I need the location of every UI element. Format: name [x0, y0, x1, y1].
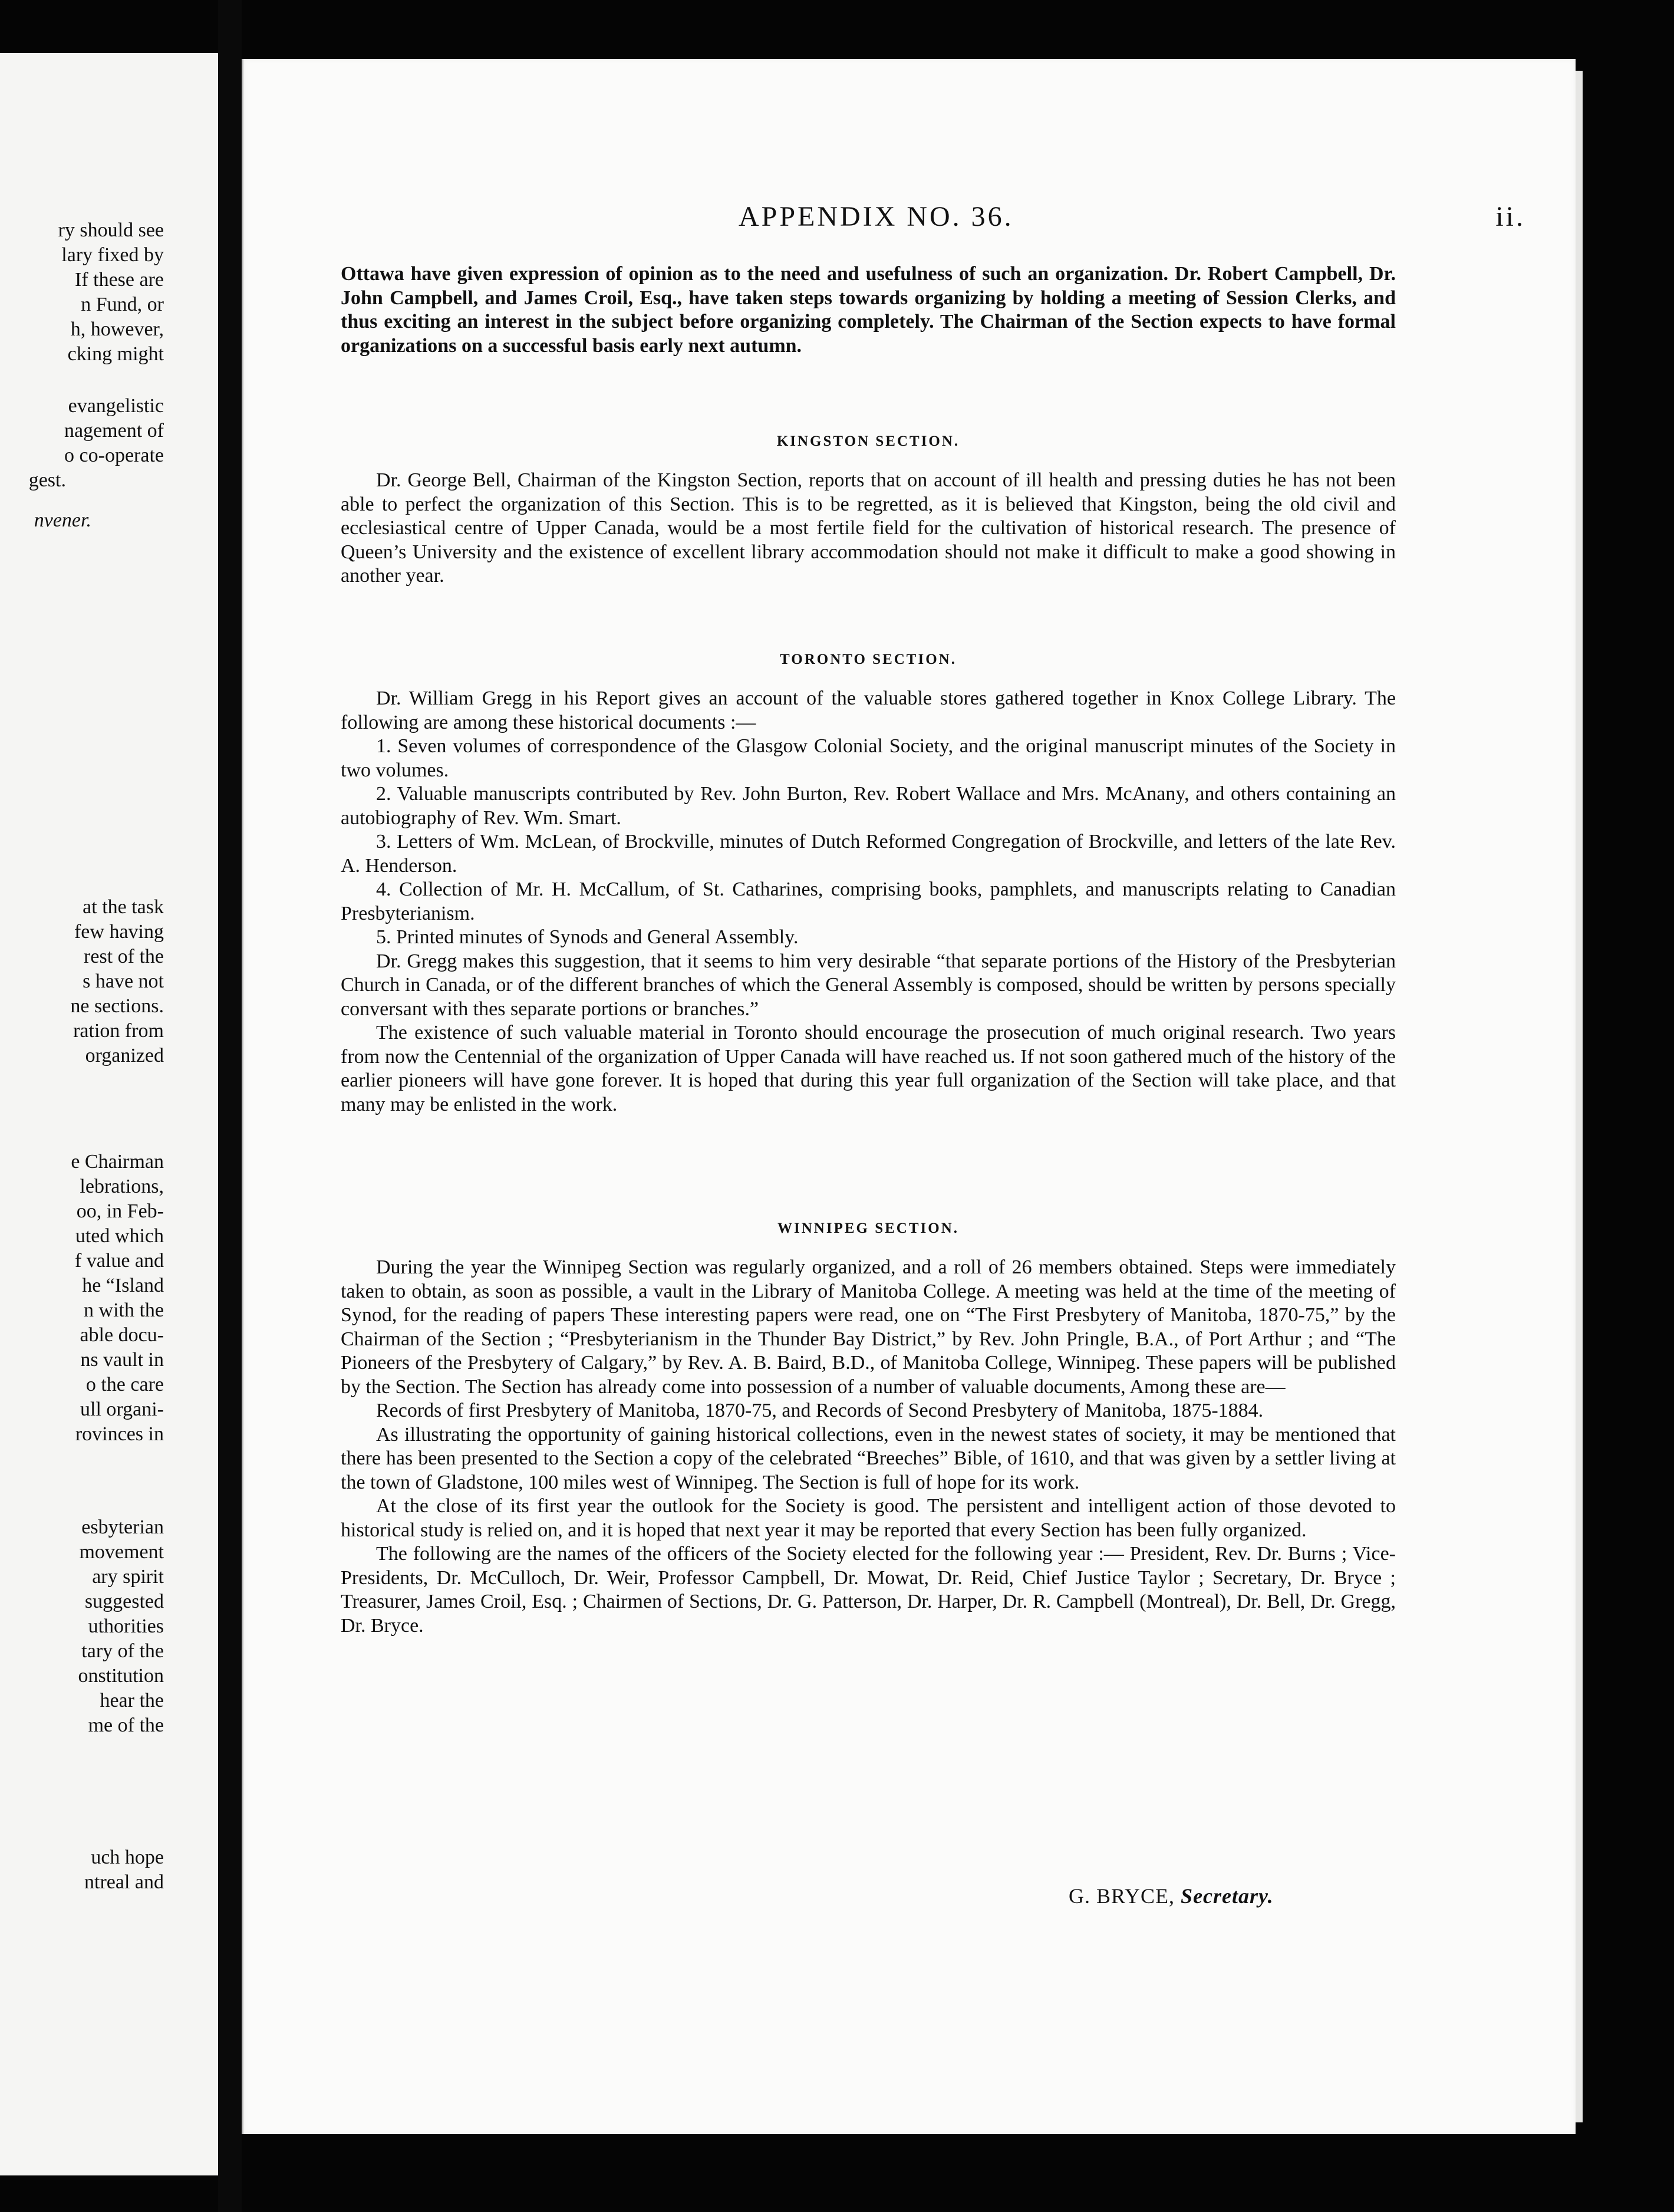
left-text-line: ns vault in	[80, 1349, 164, 1371]
right-page	[242, 59, 1576, 2134]
left-text-line: oo, in Feb-	[76, 1200, 164, 1222]
left-text-line: uthorities	[88, 1615, 164, 1637]
toronto-list-item: 2. Valuable manuscripts contributed by Rev. John Burton, Rev. Robert Wallace and Mrs. McAnany, and others containing an autobiography of Rev. Wm. Smart.	[341, 783, 1396, 829]
left-text-line: few having	[74, 921, 164, 943]
left-text-line: n Fund, or	[81, 294, 164, 315]
left-text-line: h, however,	[70, 318, 164, 340]
winnipeg-records: Records of first Presbytery of Manitoba, 1870-75, and Records of Second Presbytery of Manitoba, 1875-1884.	[376, 1400, 1264, 1421]
left-text-line: cking might	[67, 343, 164, 365]
appendix-title: APPENDIX NO. 36.	[739, 201, 1014, 232]
left-text-line: ntreal and	[84, 1871, 164, 1893]
winnipeg-paragraph: During the year the Winnipeg Section was regularly organized, and a roll of 26 members obtained. Steps were immediately taken to obtain, as soon as possible, a vault in the Library of Manitoba College. A meeting was held at the time of the meeting of Synod, for the reading of papers These interesting papers were read, one on “The First Presbytery of Manitoba, 1870-75,” by the Chairman of the Section ; “Presbyterianism in the Thunder Bay District,” by Rev. John Pringle, B.A., of Port Arthur ; and “The Pioneers of the Presbytery of Calgary,” by Rev. A. B. Baird, B.D., of Manitoba College, Winnipeg. These papers will be published by the Section. The Section has already come into possession of a number of valuable documents, Among these are—	[341, 1256, 1396, 1398]
toronto-list-item: 1. Seven volumes of correspondence of the Glasgow Colonial Society, and the original manuscript minutes of the Society in two volumes.	[341, 735, 1396, 781]
left-text-line: me of the	[88, 1714, 164, 1736]
left-text-line: rovinces in	[75, 1423, 164, 1445]
left-text-line: ry should see	[58, 219, 164, 241]
intro-paragraph	[341, 262, 1396, 358]
left-text-line: rest of the	[84, 946, 164, 967]
left-text-line: uch hope	[91, 1846, 164, 1868]
toronto-list-item: 5. Printed minutes of Synods and General Assembly.	[376, 926, 799, 948]
toronto-list-item: 4. Collection of Mr. H. McCallum, of St. Catharines, comprising books, pamphlets, and manuscripts relating to Canadian Presbyterianism.	[341, 878, 1396, 924]
toronto-section-body	[341, 687, 1396, 1117]
kingston-paragraph: Dr. George Bell, Chairman of the Kingston Section, reports that on account of ill health and pressing duties he has not been able to perfect the organization of this Section. This is to be regretted, as it is believed that Kingston, being the old civil and ecclesiastical centre of Upper Canada, would be a most fertile field for the cultivation of historical research. The presence of Queen’s University and the existence of excellent library accommodation should not make it difficult to make a good showing in another year.	[341, 469, 1396, 587]
toronto-closing: The existence of such valuable material in Toronto should encourage the prosecution of much original research. Two years from now the Centennial of the organization of Upper Canada will have reached us. If not soon gathered much of the history of the earlier pioneers will have gone forever. It is hoped that during this year full organization of the Section will take place, and that many may be enlisted in the work.	[341, 1022, 1396, 1115]
winnipeg-close-year: At the close of its first year the outlook for the Society is good. The persistent and intelligent action of those devoted to historical study is relied on, and it is hoped that next year it may be reported that every Section has been fully organized.	[341, 1495, 1396, 1541]
intro-text: Ottawa have given expression of opinion as to the need and usefulness of such an organization. Dr. Robert Campbell, Dr. John Campbell, and James Croil, Esq., have taken steps towards organizing by holding a meeting of Session Clerks, and thus exciting an interest in the subject before organizing completely. The Chairman of the Section expects to have formal organizations on a successful basis early next autumn.	[341, 263, 1396, 357]
left-text-line: ull organi-	[80, 1398, 164, 1420]
left-text-line: nvener.	[34, 509, 91, 531]
left-text-line: tary of the	[81, 1640, 164, 1662]
left-text-line: e Chairman	[71, 1151, 164, 1173]
left-text-line: movement	[79, 1541, 164, 1563]
left-text-line: f value and	[74, 1250, 164, 1272]
signature	[1069, 1884, 1274, 1908]
toronto-suggestion: Dr. Gregg makes this suggestion, that it seems to him very desirable “that separate portions of the History of the Presbyterian Church in Canada, or of the different branches of which the General Assembly is composed, should be written by persons specially conversant with thes separate portions or branches.”	[341, 950, 1396, 1020]
kingston-section-body	[341, 469, 1396, 588]
winnipeg-breeches: As illustrating the opportunity of gaining historical collections, even in the newest states of society, it may be mentioned that there has been presented to the Section a copy of the celebrated “Breeches” Bible, of 1610, and that was given by a settler living at the town of Gladstone, 100 miles west of Winnipeg. The Section is full of hope for its work.	[341, 1423, 1396, 1493]
left-page-fragment	[0, 53, 222, 2175]
left-text-line: onstitution	[78, 1665, 164, 1687]
left-text-line: ne sections.	[70, 995, 164, 1017]
left-text-line: gest.	[28, 469, 66, 491]
left-text-line: n with the	[84, 1299, 164, 1321]
left-text-line: esbyterian	[81, 1516, 164, 1538]
winnipeg-officers: The following are the names of the officers of the Society elected for the following year :— President, Rev. Dr. Burns ; Vice-Presidents, Dr. McCulloch, Dr. Weir, Professor Campbell, Dr. Mowat, Dr. Reid, Chief Justice Taylor ; Secretary, Dr. Bryce ; Treasurer, James Croil, Esq. ; Chairmen of Sections, Dr. G. Patterson, Dr. Harper, Dr. R. Campbell (Montreal), Dr. Bell, Dr. Gregg, Dr. Bryce.	[341, 1543, 1396, 1637]
left-text-line: o co-operate	[64, 445, 164, 466]
winnipeg-heading: WINNIPEG SECTION.	[777, 1220, 959, 1236]
left-text-line: o the care	[85, 1374, 164, 1395]
left-text-line: ary spirit	[92, 1566, 164, 1588]
left-text-line: able docu-	[80, 1324, 164, 1346]
winnipeg-section-body	[341, 1256, 1396, 1638]
running-header	[243, 200, 1576, 236]
signature-role: Secretary.	[1181, 1884, 1274, 1908]
toronto-intro: Dr. William Gregg in his Report gives an account of the valuable stores gathered together in Knox College Library. The following are among these historical documents :—	[341, 687, 1396, 733]
left-text-line: lebrations,	[80, 1176, 164, 1197]
left-text-line: uted which	[75, 1225, 164, 1247]
signature-name: G. BRYCE,	[1069, 1884, 1175, 1908]
left-text-line: If these are	[74, 269, 164, 291]
kingston-heading: KINGSTON SECTION.	[776, 433, 960, 449]
left-text-line: hear the	[100, 1690, 164, 1711]
left-text-line: lary fixed by	[61, 244, 164, 266]
book-gutter	[218, 0, 242, 2212]
left-text-line: organized	[85, 1045, 164, 1066]
toronto-list-item: 3. Letters of Wm. McLean, of Brockville, minutes of Dutch Reformed Congregation of Brockville, and letters of the late Rev. A. Henderson.	[341, 831, 1396, 877]
left-text-line: evangelistic	[68, 395, 164, 417]
left-text-line: he “Island	[82, 1275, 164, 1296]
left-text-line: nagement of	[64, 420, 164, 442]
toronto-heading: TORONTO SECTION.	[780, 651, 957, 667]
page-number: ii.	[1495, 201, 1525, 232]
left-text-line: at the task	[83, 896, 164, 918]
left-text-line: suggested	[84, 1591, 164, 1612]
left-text-line: s have not	[83, 970, 164, 992]
left-text-line: ration from	[73, 1020, 164, 1042]
